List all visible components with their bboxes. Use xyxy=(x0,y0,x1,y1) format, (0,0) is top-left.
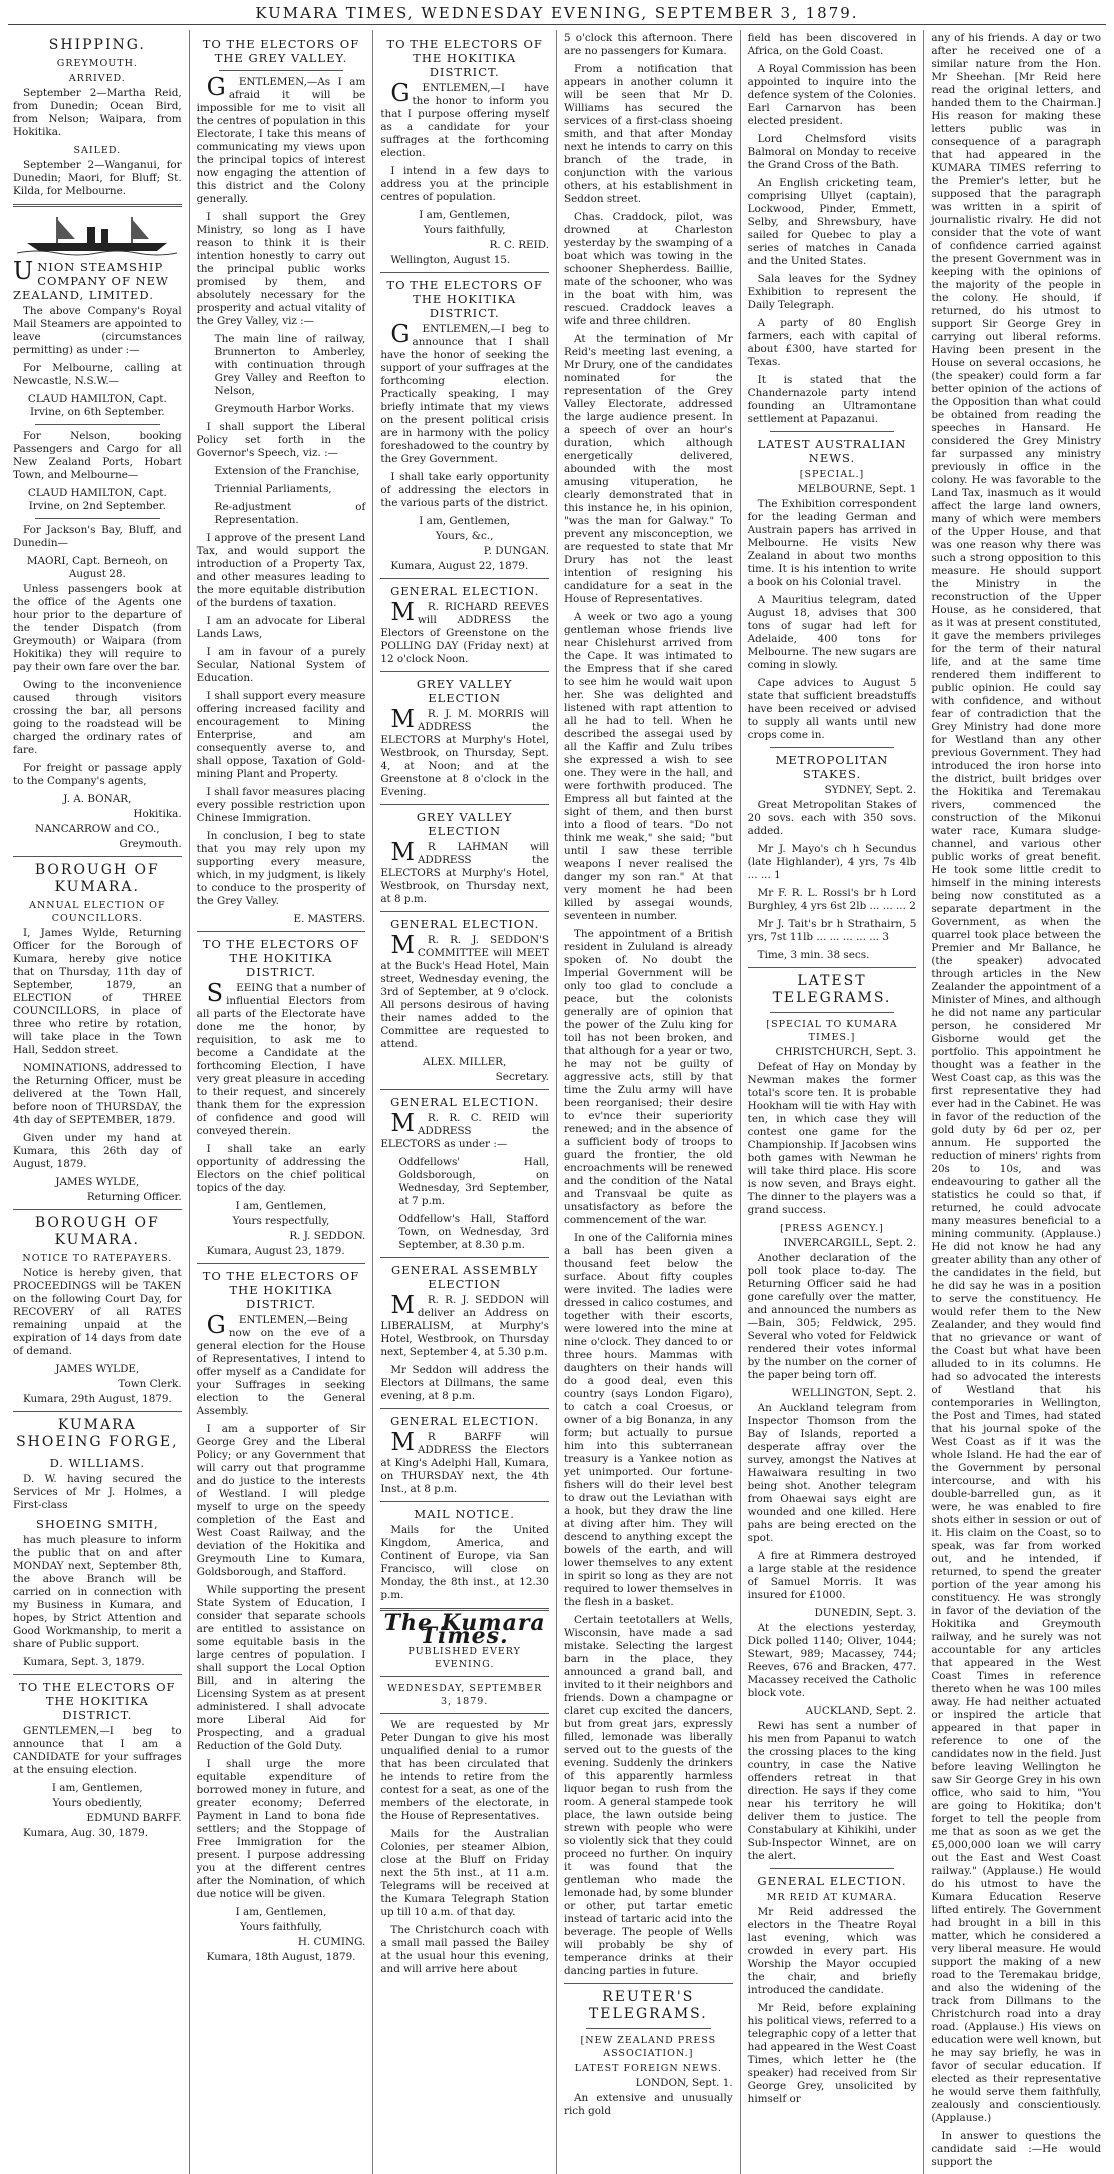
letter-text: I am in favour of a purely Secular, National System of Education. xyxy=(196,646,366,684)
dateline: MELBOURNE, Sept. 1 xyxy=(797,483,917,495)
ad-text: MR BARFF will ADDRESS the Electors at King's Adelphi Hall, Kumara, on THURSDAY next, the 4th Inst., at 8 p.m. xyxy=(380,1428,549,1495)
signature: H. CUMING. xyxy=(297,1936,366,1948)
divider xyxy=(13,1209,182,1210)
article-text: Another declaration of the poll took place to-day. The Returning Officer said he had gone carefully over the matter, and announced the numbers as—Bain, 305; Feldwick, 295. Several who voted for Feldwick rendered their votes informal by the number on the corner of the paper being torn off. xyxy=(747,1252,917,1381)
column-4 xyxy=(557,30,741,2174)
article-text: Cape advices to August 5 state that sufficient breadstuffs have been received or advised to supply all wants until new crops come in. xyxy=(747,677,917,741)
divider xyxy=(35,424,160,425)
sailed-heading: SAILED. xyxy=(73,145,122,156)
dateline: AUCKLAND, Sept. 2. xyxy=(805,1705,917,1717)
arrived-heading: ARRIVED. xyxy=(68,73,126,84)
letter-text: I am, Gentlemen, xyxy=(419,515,511,527)
ad-text: MR LAHMAN will ADDRESS the ELECTORS at Murphy's Hotel, Westbrook, on Thursday next, at 8 p.m. xyxy=(380,838,549,905)
letter-text: I shall support every measure offering increased facility and encouragement to Mining Enterprise, and am consequently averse to, and shall oppose, Taxation of Gold-mining Plant and Property. xyxy=(196,690,366,780)
article-text: From a notification that appears in another column it will be seen that Mr D. Williams has secured the services of a first-class shoeing smith, and that after Monday next he intends to carry on this branch of the trade, in conjunction with the various others, at his establishment in Seddon street. xyxy=(564,63,733,205)
notice-date: Kumara, 29th August, 1879. xyxy=(23,1393,172,1405)
article-text: An Auckland telegram from Inspector Thomson from the Bay of Islands, reported a desperate affray over the survey, amongst the Natives at Hawaiwara resulting in two being shot. Another telegram from Ohaewai says eight are wounded and one killed. Here pahs are being erected on the spot. xyxy=(747,1402,917,1544)
letter-text: I shall support the Grey Ministry, so long as I have reason to think it is their intention honestly to carry out the principal public works promised by them, and absolutely necessary for the prosperity and actual vitality of the Grey Valley, viz :— xyxy=(196,211,366,327)
agent-place: Greymouth. xyxy=(119,838,182,850)
agent-name: J. A. BONAR, xyxy=(63,793,132,805)
divider xyxy=(197,1263,366,1264)
divider xyxy=(13,204,182,207)
article-text: A Royal Commission has been appointed to inquire into the defence system of the Colonies. Earl Carnarvon has been elected president. xyxy=(747,63,917,127)
article-text: any of his friends. A day or two after he received one of a similar nature from the Hon. Mr Sheehan. [Mr Reid here read the original letters, and handed them to the Chairman.] His reason for making these letters public was in consequence of a paragraph that had appeared in the KUMARA TIMES referring to the Premier's letter, but he supposed that the paragraph was written in a spirit of journalistic rivalry. He did not consider that the vote of want of confidence carried against the present Government was in keeping with the opinions of the majority of the people in the colony. He should, if returned, do his utmost to support Sir George Grey in carrying out liberal reforms. Having been present in the House on several occasions, he (the speaker) could form a far better opinion of the actions of the Opposition than what could be obtained from reading the speeches in Hansard. He considered the Grey Ministry far surpassed any ministry previously in office in the colony. He was favorable to the Land Tax, inasmuch as it would affect the large land owners, many of which were members of the Upper House, and that was one reason why there was such a strong opposition to this measure. He should support the Ministry in the reconstruction of the Upper House, as he considered, that as it was at present constituted, it gave the members privileges for the term of their natural life, and at the same time rendered them indifferent to public opinion. He could say with confidence, and without fear of contradiction that the Grey Ministry had done more for Westland than any other previous Government. They had introduced the iron horse into the district, built bridges over the Hokitika and Teremakau rivers, commenced the construction of the Mikonui water race, Kumara sludge-channel, and various other public works of great benefit. He took some little credit to himself in the mining interests being now constituted as a separate department in the Government, as when the quarrel took place between the Premier and Mr Ballance, he (the speaker) advocated through articles in the New Zealander the appointment of a Minister of Mines, and although he did not name any particular person, he considered Mr Gisborne would get the portfolio. This appointment he thought was a feather in the West Coast cap, as this was the first representative they had ever had in the Cabinet. He was in favor of the reduction of the gold duty by 6d per oz, per annum. He supported the reduction of miners' rights from 20s to 10s, and was endeavouring to gather all the statistics he could so that, if returned, he could advocate many measures beneficial to a mining community. (Applause.) He did not know he had any greater ability than any other of the candidates in the field, but he did say he was in a position to serve the constituency. He would refer them to the New Zealander, and they would find that no grievance or want of the Coast but what have been alluded to in its columns. He had so advocated the interests of Westland that his contemporaries in Wellington, the Post and Times, had stated that his journal spoke of the West Coast as if it was the whole Island. He had the ear of the Government by personal intercourse, and with his double-barrelled gun, as it were, he was enabled to fire shots either in session or out of it. His claim on the Coast, so to speak, was far from worked out, and he intended, if returned, to spend the greater portion of the year among his constituency. He was strongly in favor of the deviation of the Hokitika and Greymouth railway, and he surely was not accountable for any articles that appeared in the West Coast Times in reference thereto when he was 100 miles away. He had neither actuated or inspired the article that appeared in that paper in reference to one of the candidates now in the field. Just before leaving Wellington he saw Sir George Grey in his own office, who said to him, "You are going to Hokitika; don't forget to tell the people from me that as soon as we get the £5,000,000 loan we will carry out the East and West Coast railway." (Applause.) He would do his utmost to have the Kumara Education Reserve lifted entirely. The Government had brought in a bill in this matter, which he considered a very liberal measure. He would support the making of a new road to the Teremakau bridge, and also the widening of the track from Dillmans to the Christchurch road into a dray road. (Applause.) His views on education were well known, but he may say briefly, he was in favor of secular education. If elected as their representative he would serve them faithfully, zealously and conscientiously. (Applause.) xyxy=(931,32,1101,2124)
letter-text: I shall urge the more equitable expenditure of borrowed money in future, and greater economy; Deferred Payment in Land to bona fide settlers; and the Stoppage of Free Immigration for the present. I purpose addressing you at the different centres after the Nomination, of which due notice will be given. xyxy=(196,1758,366,1900)
ad-text: Oddfellow's Hall, Stafford Town, on Wednesday, 3rd September, at 8.30 p.m. xyxy=(398,1213,549,1251)
letter-date: Kumara, August 22, 1879. xyxy=(390,560,529,572)
usc-text: CLAUD HAMILTON, Capt. Irvine, on 2nd September. xyxy=(27,487,167,512)
letter-text: I am, Gentlemen, xyxy=(51,1782,143,1794)
shoeing-forge-heading: KUMARA SHOEING FORGE, xyxy=(16,1417,179,1450)
divider xyxy=(380,578,549,579)
signature: P. DUNGAN. xyxy=(483,545,549,557)
usc-text: MAORI, Capt. Berneoh, on August 28. xyxy=(26,555,168,580)
general-election-subheading: MR REID AT KUMARA. xyxy=(766,1892,898,1903)
ad-text: Mr Seddon will address the Electors at Dillmans, the same evening, at 8 p.m. xyxy=(380,1364,549,1402)
divider xyxy=(770,747,895,748)
divider xyxy=(380,1089,549,1090)
letter-text: I intend in a few days to address you at the principle centres of population. xyxy=(380,165,549,203)
divider xyxy=(380,1408,549,1409)
divider xyxy=(13,1674,182,1675)
dateline: INVERCARGILL, Sept. 2. xyxy=(783,1237,917,1249)
arrived-text: September 2—Martha Reid, from Dunedin; Ocean Bird, from Nelson; Waipara, from Hokitika. xyxy=(13,87,182,138)
published-line: PUBLISHED EVERY EVENING. xyxy=(408,1646,521,1670)
article-text: Lord Chelmsford visits Balmoral on Monday to receive the Grand Cross of the Bath. xyxy=(747,133,917,171)
usc-text: Unless passengers book at the office of the Agents one hour prior to the departure of the tender Dispatch (from Greymouth) or Waipara (from Hokitika) they will require to pay their own fare over the bar. xyxy=(13,583,182,673)
article-text: The Christchurch coach with a small mail passed the Bailey at the usual hour this evening, and will arrive here about xyxy=(380,1924,549,1975)
ad-date: Kumara, Sept. 3, 1879. xyxy=(23,1656,145,1668)
usc-text: For Jackson's Bay, Bluff, and Dunedin— xyxy=(13,524,182,549)
signature: JAMES WYLDE, xyxy=(55,1176,140,1188)
letter-date: Wellington, August 15. xyxy=(390,254,511,266)
letter-text: Yours respectfully, xyxy=(232,1215,330,1227)
notice-text: I, James Wylde, Returning Officer for the Borough of Kumara, hereby give notice that on Thursday, 11th day of September, 1879, an ELECTION of THREE COUNCILLORS, in place of three who retire by rotation, will take place in the Town Hall, Seddon street. xyxy=(13,927,182,1056)
signature: EDMUND BARFF. xyxy=(86,1812,182,1824)
letter-date: Kumara, 18th August, 1879. xyxy=(206,1951,356,1963)
ad-text: MR. R. J. SEDDON will deliver an Address on LIBERALISM, at Murphy's Hotel, Westbrook, on Thursday next, September 4, at 5.30 p.m. xyxy=(380,1291,549,1358)
ad-text: MR. J. M. MORRIS will ADDRESS the ELECTORS at Murphy's Hotel, Westbrook, on Thursday, Sept. 4, at Noon; and at the Greenstone at 8 o'clock in the Evening. xyxy=(380,705,549,798)
article-text: Chas. Craddock, pilot, was drowned at Charleston yesterday by the swamping of a boat which was towing in the schooner Shepherdess. Baillie, mate of the schooner, who was in the boat with him, was rescued. Craddock leaves a wife and three children. xyxy=(564,211,733,327)
electors-heading: TO THE ELECTORS OF THE HOKITIKA DISTRICT. xyxy=(202,937,360,979)
article-text: Sala leaves for the Sydney Exhibition to represent the Daily Telegraph. xyxy=(747,273,917,311)
electors-heading: TO THE ELECTORS OF THE GREY VALLEY. xyxy=(202,37,360,65)
letter-text: Re-adjustment of Representation. xyxy=(214,501,366,526)
grey-valley-heading: GREY VALLEY ELECTION xyxy=(416,810,513,838)
letter-text: GENTLEMEN,—Being now on the eve of a general election for the House of Representatives, I intend to offer myself as a Candidate for your Suffrages in seeking election to the General Assembly. xyxy=(196,1311,366,1417)
electors-heading: TO THE ELECTORS OF THE HOKITIKA DISTRICT. xyxy=(386,278,543,320)
letter-text: GENTLEMEN,—As I am afraid it will be impossible for me to visit all the centres of population in this Electorate, I take this means of communicating my views upon the principal topics of interest now engaging the attention of this district and the Colony generally. xyxy=(196,73,366,205)
dateline: CHRISTCHURCH, Sept. 3. xyxy=(775,1046,917,1058)
article-text: 5 o'clock this afternoon. There are no passengers for Kumara. xyxy=(564,32,733,57)
reuters-subheading: LATEST FOREIGN NEWS. xyxy=(574,2063,722,2074)
divider xyxy=(586,2028,711,2029)
letter-text: I am, Gentlemen, xyxy=(235,1200,327,1212)
divider xyxy=(380,1713,549,1714)
electors-heading: TO THE ELECTORS OF THE HOKITIKA DISTRICT. xyxy=(386,37,543,79)
article-text: A party of 80 English farmers, each with capital of about £300, have started for Texas. xyxy=(747,317,917,368)
letter-text: Extension of the Franchise, xyxy=(214,465,360,477)
port-heading: GREYMOUTH. xyxy=(56,58,138,69)
race-result: Mr F. R. L. Rossi's br h Lord Burghley, 4 yrs 6st 2lb ... ... ... 2 xyxy=(747,887,917,912)
article-text: The Exhibition correspondent for the leading German and Austrain papers has arrived in Melbourne. He visits New Zealand in about two months time. It is his intention to write a book on his Colonial travel. xyxy=(747,498,917,588)
divider xyxy=(380,911,549,912)
signature: R. J. SEDDON. xyxy=(289,1230,366,1242)
metropolitan-stakes-heading: METROPOLITAN STAKES. xyxy=(775,753,889,781)
usc-text: CLAUD HAMILTON, Capt. Irvine, on 6th September. xyxy=(27,393,167,418)
reuters-source: [NEW ZEALAND PRESS ASSOCIATION.] xyxy=(580,2035,717,2059)
letter-text: I shall support the Liberal Policy set forth in the Governor's Speech, viz. :— xyxy=(196,421,366,459)
dateline: SYDNEY, Sept. 2. xyxy=(824,784,917,796)
letter-date: Kumara, Aug. 30, 1879. xyxy=(23,1827,149,1839)
article-text: field has been discovered in Africa, on the Gold Coast. xyxy=(747,32,917,57)
shoeing-smith-label: SHOEING SMITH, xyxy=(35,1517,159,1531)
column-6 xyxy=(924,30,1108,2174)
masthead-rule xyxy=(8,24,1106,25)
ad-text: MR. R. J. SEDDON'S COMMITTEE will MEET at the Buck's Head Hotel, Main street, Wednesday evening, the 3rd of September, at 9 o'clock. All persons desirous of having their names added to the Committee are requested to attend. xyxy=(380,931,549,1050)
ad-text: MR. R. C. REID will ADDRESS the ELECTORS as under :— xyxy=(380,1109,549,1150)
borough-subheading: NOTICE TO RATEPAYERS. xyxy=(22,1253,173,1264)
article-text: A week or two ago a young gentleman whose friends live near Chislehurst arrived from the Cape. It was intimated to the Empress that if she cared to see him he would wait upon her. She was delighted and listened with rapt attention to all he had to tell. When he described the assegai used by all the Kaffir and Zulu tribes she expressed a wish to see one. They were in the hall, and were forthwith produced. The Empress all but fainted at the sight of them, and then burst into a flood of tears. "Do not think me weak," she said; "but until I saw these terrible weapons I never realised the danger my son ran." At that very moment he had been killed by assegai wounds, seventeen in number. xyxy=(564,611,733,922)
letter-text: SEEING that a number of influential Electors from all parts of the Electorate have done me the honor, by requisition, to ask me to become a Candidate at the forthcoming Election, I have very great pleasure in acceding to their request, and sincerely thank them for the expression of confidence and good will conveyed therein. xyxy=(196,979,366,1137)
letter-text: GENTLEMEN,—I have the honor to inform you that I purpose offering myself as a candidate for your suffrages at the forthcoming election. xyxy=(380,79,549,159)
letter-text: GENTLEMEN,—I beg to announce that I shall have the honor of seeking the support of your suffrages at the forthcoming election. Practically speaking, I may briefly intimate that my views on the present political crisis are in harmony with the policy foreshadowed to the country by the Grey Government. xyxy=(380,320,549,465)
article-text: The appointment of a British resident in Zululand is already spoken of. No doubt the Imperial Government will be only too glad to conclude a peace, but the colonists generally are of opinion that the power of the Zulu king for toil has not been broken, and that although for a year or two, he may not be guilty of aggressive acts, still by that time the Zulu army will have been reorganised; their desire to ev'nce their superiority renewed; and in the absence of a sufficient body of troops to guard the frontier, the old encroachments will be renewed and the condition of the Natal and Transvaal be quite as unsatisfactory as before the commencement of the war. xyxy=(564,928,733,1226)
article-text: Defeat of Hay on Monday by Newman makes the former total's score ten. It is probable Hookham will tie with Hay with ten, in which case they will contest one game for the Championship. If Jacobsen wins both games with Newman he will take third place. His score is now seven, and Brays eight. The dinner to the players was a grand success. xyxy=(747,1061,917,1216)
article-text: At the termination of Mr Reid's meeting last evening, a Mr Drury, one of the candidates nominated for the representation of the Grey Valley Electorate, addressed the large audience present. In a speech of over an hour's duration, which although energetically delivered, abounded with the most amusing vituperation, he clearly demonstrated that in this instance he, in his opinion, "was the man for Galway." To prevent any misconception, we are requested to state that Mr Drury has not the least intention of resigning his candidature for a seat in the House of Representatives. xyxy=(564,333,733,605)
article-text: Mails for the Australian Colonies, per steamer Albion, close at the Bluff on Friday next the 5th inst., at 11 a.m. Telegrams will be received at the Kumara Telegraph Station up till 10 a.m. of that day. xyxy=(380,1828,549,1918)
divider xyxy=(770,1012,895,1013)
article-text: Mr Reid, before explaining his political views, referred to a telegraphic copy of a letter that had appeared in the West Coast Times, which letter he (the speaker) had received from Sir George Grey, unsolicited by himself or xyxy=(747,2002,917,2105)
usc-text: For Nelson, booking Passengers and Cargo for all New Zealand Ports, Hobart Town, and Melbourne— xyxy=(13,430,182,481)
divider xyxy=(13,856,182,857)
latest-telegrams-heading: LATEST TELEGRAMS. xyxy=(772,973,892,1006)
dateline: DUNEDIN, Sept. 3. xyxy=(814,1607,917,1619)
signature-title: Secretary. xyxy=(495,1071,549,1083)
shoeing-forge-name: D. WILLIAMS. xyxy=(49,1456,146,1470)
australian-news-heading: LATEST AUSTRALIAN NEWS. xyxy=(757,437,907,465)
section-source: [PRESS AGENCY.] xyxy=(780,1223,884,1234)
signature: E. MASTERS. xyxy=(293,913,366,925)
article-text: Mr Reid addressed the electors in the Theatre Royal last evening, which was crowded in every part. His Worship the Mayor occupied the chair, and briefly introduced the candidate. xyxy=(747,1906,917,1996)
article-text: At the elections yesterday, Dick polled 1140; Oliver, 1044; Stewart, 989; Macassey, 744; Reeves, 676 and Bracken, 477. Macassey received the Catholic block vote. xyxy=(747,1622,917,1699)
ad-text: D. W. having secured the Services of Mr J. Holmes, a First-class xyxy=(13,1473,182,1511)
mail-notice-heading: MAIL NOTICE. xyxy=(414,1507,515,1521)
article-text: An extensive and unusually rich gold xyxy=(564,2092,733,2117)
notice-text: NOMINATIONS, addressed to the Returning Officer, must be delivered at the Town Hall, before noon of THURSDAY, the 4th day of SEPTEMBER, 1879. xyxy=(13,1062,182,1126)
letter-text: I shall take an early opportunity of addressing the Electors on the chief political topics of the day. xyxy=(196,1143,366,1194)
general-election-heading: GENERAL ELECTION. xyxy=(390,1414,540,1428)
divider xyxy=(13,1411,182,1412)
sailed-text: September 2—Wanganui, for Dunedin; Maori, for Bluff; St. Kilda, for Melbourne. xyxy=(13,159,182,197)
signature: JAMES WYLDE, xyxy=(55,1363,140,1375)
usc-text: For freight or passage apply to the Company's agents, xyxy=(13,762,182,787)
dateline: LONDON, Sept. 1. xyxy=(635,2077,733,2089)
letter-text: I approve of the present Land Tax, and would support the introduction of a Property Tax, and other measures leading to the more equitable distribution of the burdens of taxation. xyxy=(196,532,366,609)
divider xyxy=(380,272,549,273)
divider xyxy=(380,804,549,805)
divider xyxy=(197,931,366,932)
letter-text: Greymouth Harbor Works. xyxy=(214,403,355,415)
newspaper-columns xyxy=(6,30,1108,2168)
electors-heading: TO THE ELECTORS OF THE HOKITIKA DISTRICT. xyxy=(19,1680,176,1722)
divider xyxy=(380,1676,549,1677)
divider xyxy=(380,671,549,672)
borough-subheading: ANNUAL ELECTION OF COUNCILLORS. xyxy=(29,900,166,924)
borough-heading: BOROUGH OF KUMARA. xyxy=(34,1215,160,1248)
divider xyxy=(380,1501,549,1502)
signature-title: Returning Officer. xyxy=(86,1191,182,1203)
divider xyxy=(219,70,344,71)
usc-text: The above Company's Royal Mail Steamers are appointed to leave (circumstances permitting) as under :— xyxy=(13,305,182,356)
signature: R. C. REID. xyxy=(489,239,549,251)
shipping-heading: SHIPPING. xyxy=(48,37,146,53)
article-text: In answer to questions the candidate said :—He would support the xyxy=(931,2130,1101,2168)
ad-text: Oddfellows' Hall, Goldsborough, on Wednesday, 3rd September, at 7 p.m. xyxy=(398,1156,549,1207)
borough-heading: BOROUGH OF KUMARA. xyxy=(34,862,160,895)
dateline: WELLINGTON, Sept. 2. xyxy=(791,1387,917,1399)
ad-text: MR. RICHARD REEVES will ADDRESS the Electors of Greenstone on the POLLING DAY (Friday next) at 12 o'clock Noon. xyxy=(380,598,549,665)
reuters-heading: REUTER'S TELEGRAMS. xyxy=(588,1989,708,2022)
article-text: Great Metropolitan Stakes of 20 sovs. each with 350 sovs. added. xyxy=(747,799,917,837)
article-text: A Mauritius telegram, dated August 18, advises that 300 tons of sugar had left for Adelaide, 400 tons for Melbourne. The new sugars are coming in slowly. xyxy=(747,594,917,671)
letter-text: Yours, &c., xyxy=(435,530,494,542)
masthead: KUMARA TIMES, WEDNESDAY EVENING, SEPTEMBER 3, 1879. xyxy=(255,4,859,22)
letter-text: I shall take early opportunity of addressing the electors in the various parts of the district. xyxy=(380,471,549,509)
letter-text: The main line of railway, Brunnerton to Amberley, with continuation through Grey Valley and Reefton to Nelson, xyxy=(214,333,366,397)
letter-text: I am, Gentlemen, xyxy=(419,209,511,221)
divider xyxy=(748,967,917,968)
column-2 xyxy=(190,30,374,2174)
divider xyxy=(770,1868,895,1869)
letter-text: Triennial Parliaments, xyxy=(214,483,332,495)
letter-text: GENTLEMEN,—I beg to announce that I am a CANDIDATE for your suffrages at the ensuing election. xyxy=(13,1725,182,1776)
race-result: Mr J. Mayo's ch h Secundus (late Highlander), 4 yrs, 7s 4lb ... ... 1 xyxy=(747,843,917,881)
general-election-heading: GENERAL ELECTION. xyxy=(757,1874,907,1888)
article-text: We are requested by Mr Peter Dungan to give his most unqualified denial to a rumor that has been circulated that he intends to retire from the contest for a seat, as one of the members of the electorate, in the House of Representatives. xyxy=(380,1719,549,1822)
column-3 xyxy=(373,30,557,2174)
agent-name: NANCARROW and CO., xyxy=(35,823,160,835)
signature: ALEX. MILLER, xyxy=(423,1056,507,1068)
divider xyxy=(380,1257,549,1258)
steamship-icon xyxy=(17,213,177,255)
letter-text: I shall favor measures placing every possible restriction upon Chinese Immigration. xyxy=(196,786,366,824)
section-source: [SPECIAL.] xyxy=(799,469,865,480)
letter-text: I am a supporter of Sir George Grey and the Liberal Policy; or any Government that will carry out that programme and do justice to the interests of Westland. I will pledge myself to urge on the speedy completion of the East and West Coast Railway, and the deviation of the Hokitika and Greymouth Line to Kumara, Goldsborough, and Stafford. xyxy=(196,1423,366,1578)
article-text: A fire at Rimmera destroyed a large stable at the residence of Samuel Morris. It was insured for £1000. xyxy=(747,1550,917,1601)
grey-valley-heading: GREY VALLEY ELECTION xyxy=(416,677,513,705)
letter-text: I am, Gentlemen, xyxy=(235,1906,327,1918)
notice-text: Given under my hand at Kumara, this 26th day of August, 1879. xyxy=(13,1132,182,1170)
letter-text: Yours faithfully, xyxy=(423,224,506,236)
divider xyxy=(35,518,160,519)
general-election-heading: GENERAL ELECTION. xyxy=(390,917,540,931)
article-text: Certain teetotallers at Wells, Wisconsin, have made a sad mistake. Selecting the largest barn in the place, they announced a grand ball, and invited to it their neighbors and friends. Down a champagne or claret cup excited the dancers, but from great jars, expressly filled, lemonade was liberally served out to the guests of the evening. Suddenly the drinkers of this apparently harmless liquor began to rush from the room. A general stampede took place, the lawn outside being strewn with people who were so violently sick that they could proceed no further. On inquiry it was found that the gentleman who made the lemonade had, by some blunder or other, put tartar emetic instead of tartaric acid into the beverage. The people of Wells will probably be shy of temperance drinks at their dancing parties in future. xyxy=(564,1614,733,1977)
newspaper-nameplate: The Kumara Times. xyxy=(383,1610,546,1649)
ad-text: has much pleasure to inform the public that on and after MONDAY next, September 8th, the above Branch will be carried on in connection with my Business in Kumara, and hopes, by Strict Attention and Good Workmanship, to merit a share of Public support. xyxy=(13,1534,182,1650)
notice-text: Notice is hereby given, that PROCEEDINGS will be TAKEN on the following Court Day, for RECOVERY of all RATES remaining unpaid at the expiration of 14 days from date of demand. xyxy=(13,1267,182,1357)
letter-date: Kumara, August 23, 1879. xyxy=(206,1245,345,1257)
letter-text: Yours obediently, xyxy=(52,1797,143,1809)
article-text: In one of the California mines a ball has been given a thousand feet below the surface. About fifty couples were invited. The ladies were dressed in calico costumes, and together with their escorts, were lowered into the mine at nine o'clock. They danced to or three hours. Mammas with daughters on their hands will do a good deal, even this country (says London Figaro), to catch a coal Croesus, or owner of a big Bonanza, in any form; but actually to pursue him into this subterranean treasury is a Yankee notion as yet unimported. Our fortune-fishers will do their level best to draw out the Leviathan with a hook, but they draw the line at diving after him. They will descend to anything except the bowels of the earth, and will lower themselves to any extent in spirit so long as they are not required to lower themselves in the flesh in a basket. xyxy=(564,1232,733,1608)
letter-text: In conclusion, I beg to state that you may rely upon my supporting every measure, which, in my judgment, is likely to conduce to the prosperity of the Grey Valley. xyxy=(196,830,366,907)
divider xyxy=(770,431,895,432)
article-text: It is stated that the Chandernazole party intend founding an Ultramontane settlement at Papazanui. xyxy=(747,374,917,425)
column-1 xyxy=(6,30,190,2174)
agent-place: Hokitika. xyxy=(133,808,182,820)
dateline: WEDNESDAY, SEPTEMBER 3, 1879. xyxy=(387,1683,543,1707)
race-result: Mr J. Tait's br h Strathairn, 5 yrs, 7st 11lb ... ... ... ... ... 3 xyxy=(747,918,917,943)
general-election-heading: GENERAL ELECTION. xyxy=(390,1095,540,1109)
article-text: Rewi has sent a number of his men from Papanui to watch the crossing places to the king country, in case the Native offenders retreat in that direction. He says if they come near his territory he will deliver them to justice. The Constabulary at Kihikihi, under Sub-Inspector Winnet, are on the alert. xyxy=(747,1720,917,1862)
race-time: Time, 3 min. 38 secs. xyxy=(757,949,870,961)
ad-text: Mails for the United Kingdom, America, and Continent of Europe, via San Francisco, will close on Monday, the 8th inst., at 12.30 p.m. xyxy=(380,1524,549,1601)
letter-text: Yours faithfully, xyxy=(240,1921,322,1933)
section-source: [SPECIAL TO KUMARA TIMES.] xyxy=(766,1019,898,1043)
general-election-heading: GENERAL ELECTION. xyxy=(390,584,540,598)
usc-text: Owing to the inconvenience caused through visitors crossing the bar, all persons going to the roadstead will be charged the ordinary rates of fare. xyxy=(13,679,182,756)
letter-text: While supporting the present State System of Education, I consider that separate schools are entitled to assistance on some equitable basis in the large centres of population. I shall support the Local Option Bill, and in altering the Licensing System as at present administered. I shall advocate more Liberal Aid for Prospecting, and a gradual Reduction of the Gold Duty. xyxy=(196,1584,366,1752)
assembly-election-heading: GENERAL ASSEMBLY ELECTION xyxy=(391,1263,539,1291)
divider xyxy=(564,1983,733,1984)
union-steamship-heading: UNION STEAMSHIP COMPANY OF NEW ZEALAND, LIMITED. xyxy=(13,257,169,302)
usc-text: For Melbourne, calling at Newcastle, N.S.W.— xyxy=(13,362,182,387)
electors-heading: TO THE ELECTORS OF THE HOKITIKA DISTRICT. xyxy=(202,1269,360,1311)
letter-text: I am an advocate for Liberal Lands Laws, xyxy=(196,615,366,640)
column-5 xyxy=(741,30,925,2174)
article-text: An English cricketing team, comprising Ullyet (captain), Lockwood, Pinder, Emmett, Selby, and Shrewsbury, have sailed for Quebec to play a series of matches in Canada and the United States. xyxy=(747,177,917,267)
signature-title: Town Clerk. xyxy=(118,1378,182,1390)
